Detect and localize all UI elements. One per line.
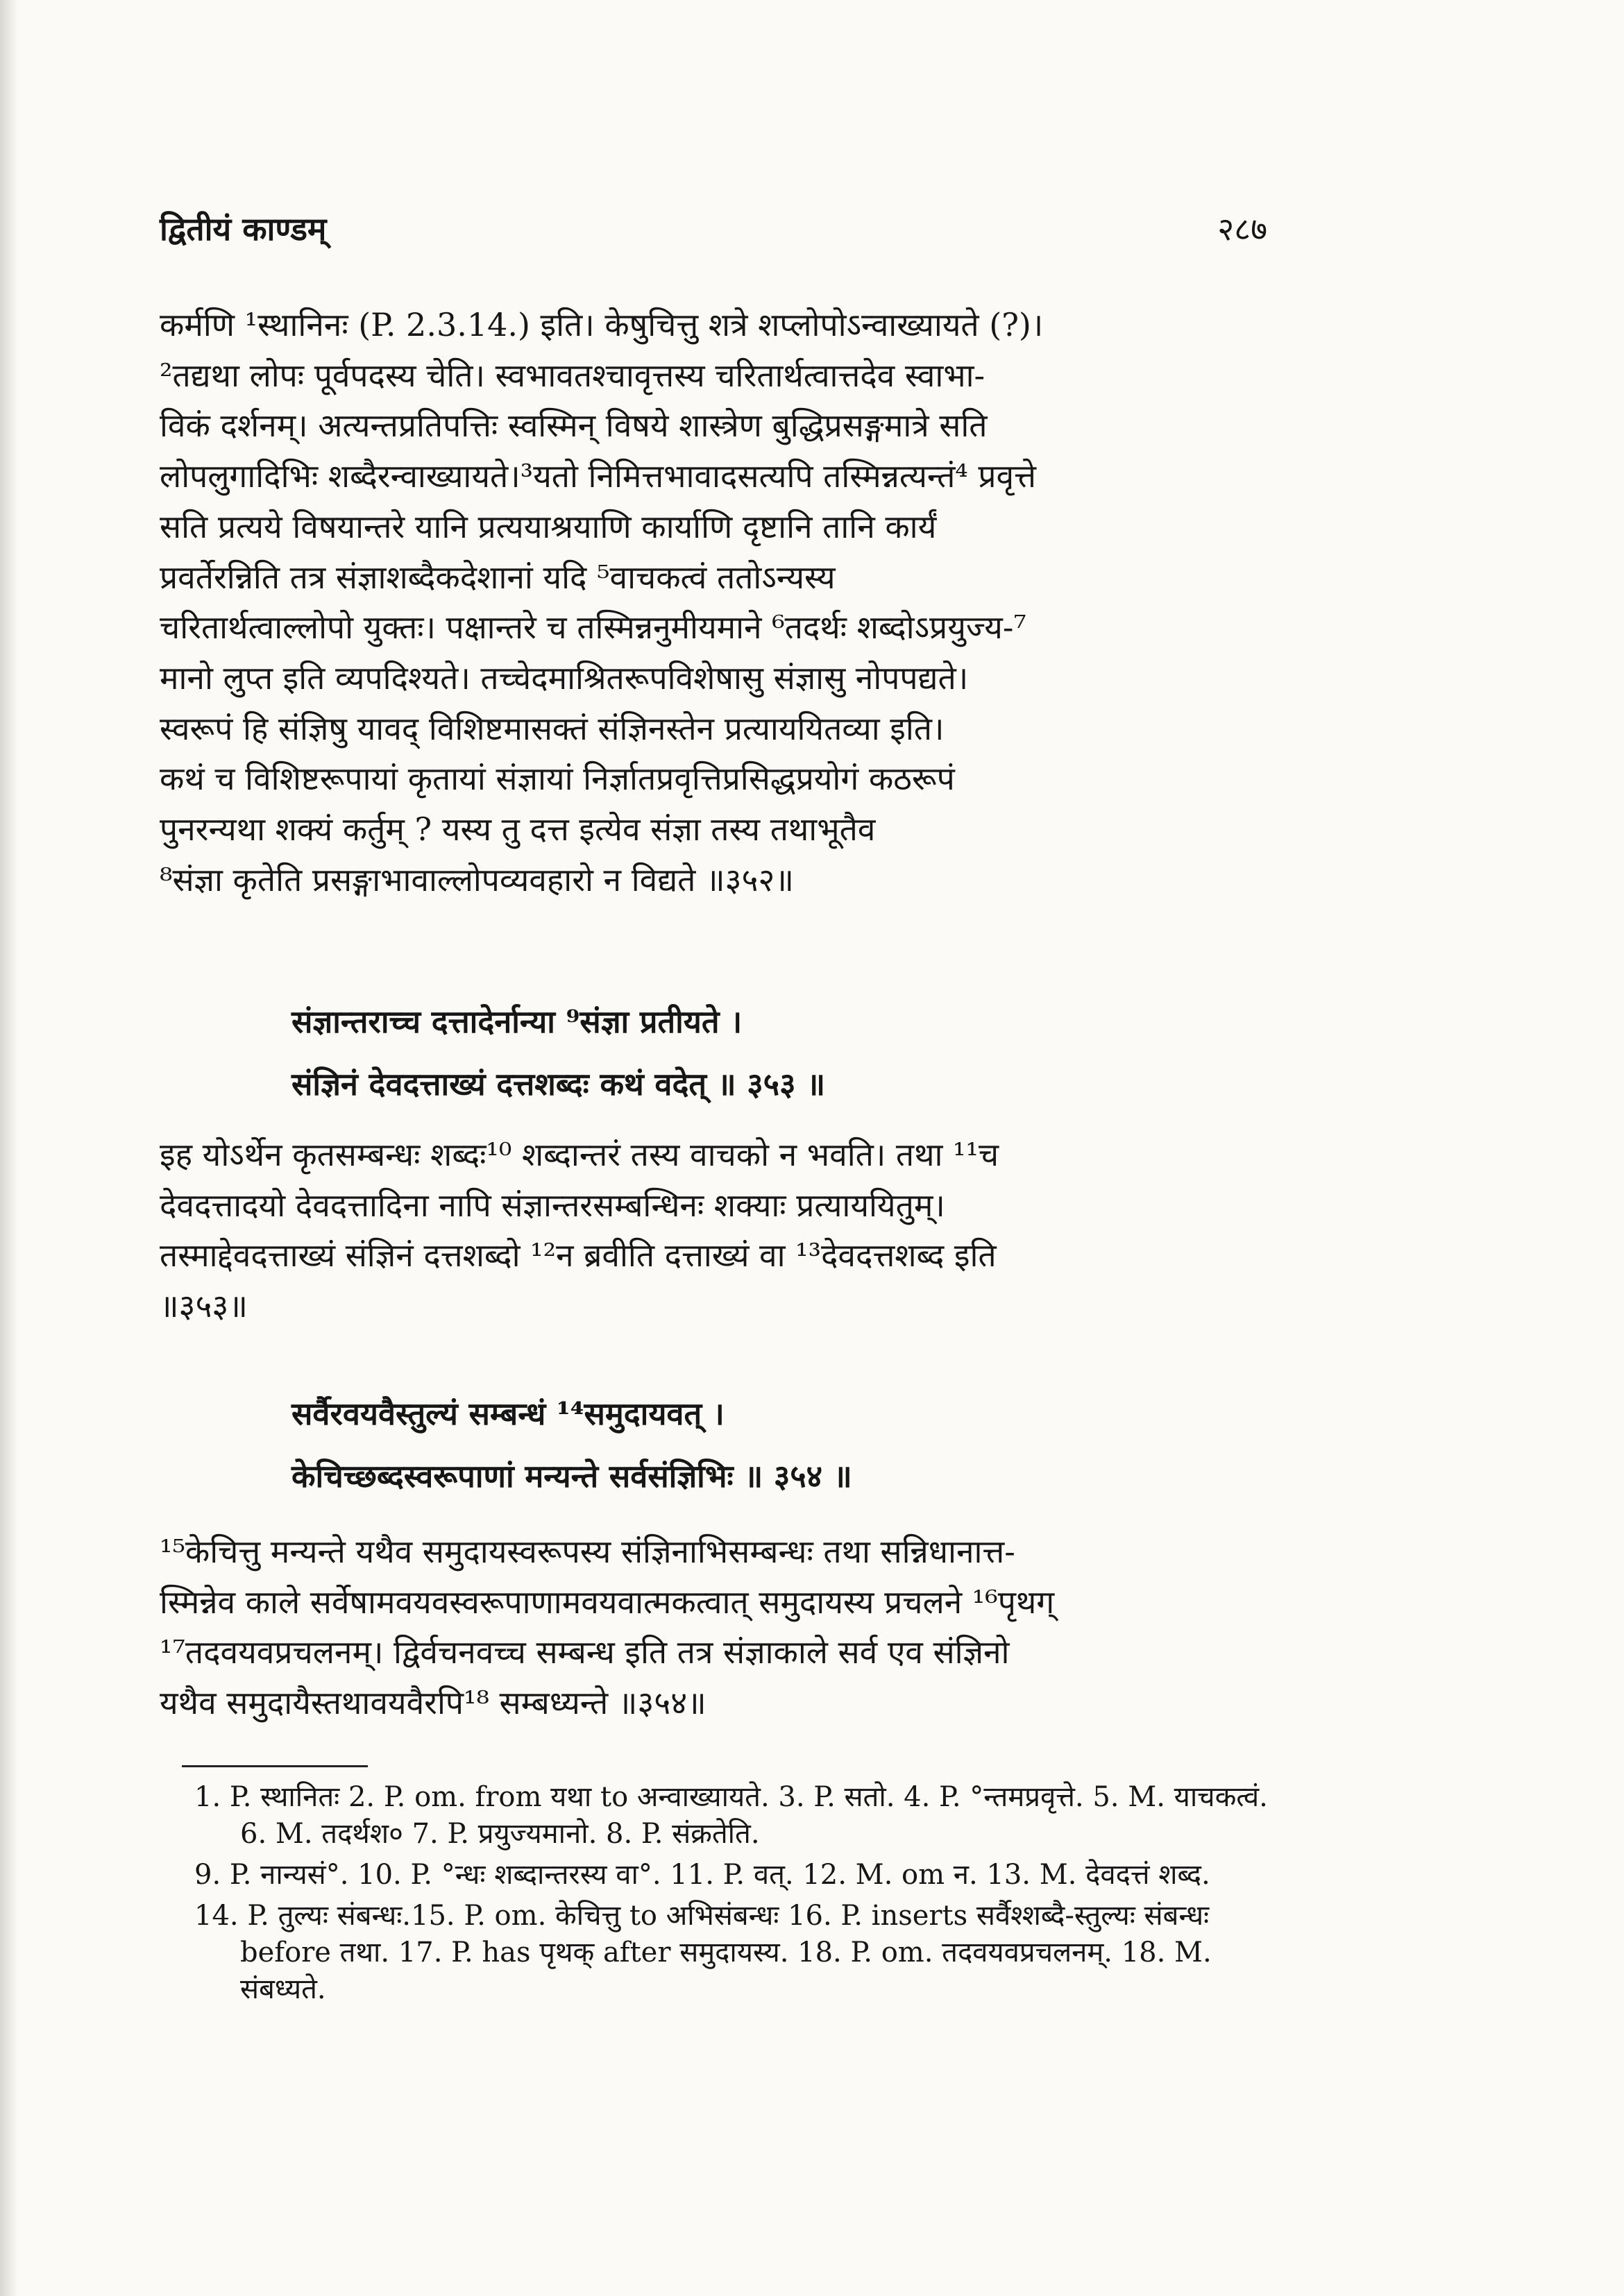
running-title: द्वितीयं काण्डम् [160, 210, 327, 248]
footnote-separator [182, 1765, 368, 1767]
commentary-paragraph-352 [160, 300, 1267, 905]
text-line: कर्मणि ¹स्थानिनः (P. 2.3.14.) इति। केषुचित्तु शत्रे शप्लोपोऽन्वाख्यायते (?)। [160, 306, 1044, 343]
text-line: ॥३५३॥ [160, 1287, 248, 1325]
running-header [160, 207, 1267, 262]
commentary-paragraph-354 [160, 1527, 1267, 1728]
text-line: ⁸संज्ञा कृतेति प्रसङ्गाभावाल्लोपव्यवहारो न विद्यते ॥३५२॥ [160, 860, 794, 899]
text-line: विकं दर्शनम्। अत्यन्तप्रतिपत्तिः स्वस्मिन् विषये शास्त्रेण बुद्धिप्रसङ्गमात्रे सति [160, 407, 988, 445]
page-number: २८७ [1217, 210, 1267, 248]
text-line: स्वरूपं हि संज्ञिषु यावद् विशिष्टमासक्तं संज्ञिनस्तेन प्रत्याययितव्या इति। [160, 709, 945, 747]
footnotes [194, 1779, 1277, 2012]
text-line: पुनरन्यथा शक्यं कर्तुम् ? यस्य तु दत्त इत्येव संज्ञा तस्य तथाभूतैव [160, 810, 876, 849]
text-line: चरितार्थत्वाल्लोपो युक्तः। पक्षान्तरे च तस्मिन्ननुमीयमाने ⁶तदर्थः शब्दोऽप्रयुज्य-⁷ [160, 609, 1026, 647]
text-line: ¹⁵केचित्तु मन्यन्ते यथैव समुदायस्वरूपस्य संज्ञिनाभिसम्बन्धः तथा सन्निधानात्त- [160, 1533, 1015, 1570]
verse-line: केचिच्छब्दस्वरूपाणां मन्यन्ते सर्वसंज्ञिभिः ॥ ३५४ ॥ [291, 1458, 852, 1495]
text-line: ²तद्यथा लोपः पूर्वपदस्य चेति। स्वभावतश्चावृत्तस्य चरितार्थत्वात्तदेव स्वाभा- [160, 356, 986, 394]
text-line: स्मिन्नेव काले सर्वेषामवयवस्वरूपाणामवयवात्मकत्वात् समुदायस्य प्रचलने ¹⁶पृथग् [160, 1583, 1055, 1621]
text-line: मानो लुप्त इति व्यपदिश्यते। तच्चेदमाश्रितरूपविशेषासु संज्ञासु नोपपद्यते। [160, 658, 969, 697]
text-line: लोपलुगादिभिः शब्दैरन्वाख्यायते।³यतो निमित्तभावादसत्यपि तस्मिन्नत्यन्तं⁴ प्रवृत्ते [160, 457, 1036, 495]
text-line: ¹⁷तदवयवप्रचलनम्। द्विर्वचनवच्च सम्बन्ध इति तत्र संज्ञाकाले सर्व एव संज्ञिनो [160, 1633, 1010, 1672]
footnote-group: 1. P. स्थानितः 2. P. om. from यथा to अन्वाख्यायते. 3. P. सतो. 4. P. °न्तमप्रवृत्ते. 5. M. याचकत्वं. 6. M. तदर्थश० 7. P. प्रयुज्यमानो. 8. P. संक्रतेति. [194, 1781, 1268, 1850]
verse-line: संज्ञिनं देवदत्ताख्यं दत्तशब्दः कथं वदेत् ॥ ३५३ ॥ [291, 1066, 826, 1103]
text-line: देवदत्तादयो देवदत्तादिना नापि संज्ञान्तरसम्बन्धिनः शक्याः प्रत्याययितुम्। [160, 1186, 945, 1224]
text-line: इह योऽर्थेन कृतसम्बन्धः शब्दः¹⁰ शब्दान्तरं तस्य वाचको न भवति। तथा ¹¹च [160, 1136, 999, 1173]
verse-line: सर्वैरवयवैस्तुल्यं सम्बन्धं ¹⁴समुदायवत् । [291, 1395, 725, 1432]
verse-354 [291, 1383, 1277, 1508]
text-line: तस्माद्देवदत्ताख्यं संज्ञिनं दत्तशब्दो ¹²न ब्रवीति दत्ताख्यं वा ¹³देवदत्तशब्द इति [160, 1236, 997, 1275]
verse-line: संज्ञान्तराच्च दत्तादेर्नान्या ⁹संज्ञा प्रतीयते । [291, 1003, 743, 1040]
footnote-group: 9. P. नान्यसं°. 10. P. °न्धः शब्दान्तरस्य वा°. 11. P. वत्. 12. M. om न. 13. M. देवदत्तं शब्द. [194, 1859, 1210, 1891]
text-line: यथैव समुदायैस्तथावयवैरपि¹⁸ सम्बध्यन्ते ॥३५४॥ [160, 1684, 707, 1722]
commentary-paragraph-353 [160, 1130, 1267, 1332]
text-line: प्रवर्तेरन्निति तत्र संज्ञाशब्दैकदेशानां यदि ⁵वाचकत्वं ततोऽन्यस्य [160, 558, 836, 596]
verse-353 [291, 991, 1277, 1116]
text-line: सति प्रत्यये विषयान्तरे यानि प्रत्ययाश्रयाणि कार्याणि दृष्टानि तानि कार्यं [160, 507, 937, 545]
footnote-group: 14. P. तुल्यः संबन्धः.15. P. om. केचित्तु to अभिसंबन्धः 16. P. inserts सर्वैश्शब्दै-स्तुल्यः संबन्धः before तथा. 17. P. has पृथक् after समुदायस्य. 18. P. om. तदवयवप्रचलनम्. 18. M. संबध्यते. [194, 1900, 1212, 2005]
text-line: कथं च विशिष्टरूपायां कृतायां संज्ञायां निर्ज्ञातप्रवृत्तिप्रसिद्धप्रयोगं कठरूपं [160, 760, 955, 798]
